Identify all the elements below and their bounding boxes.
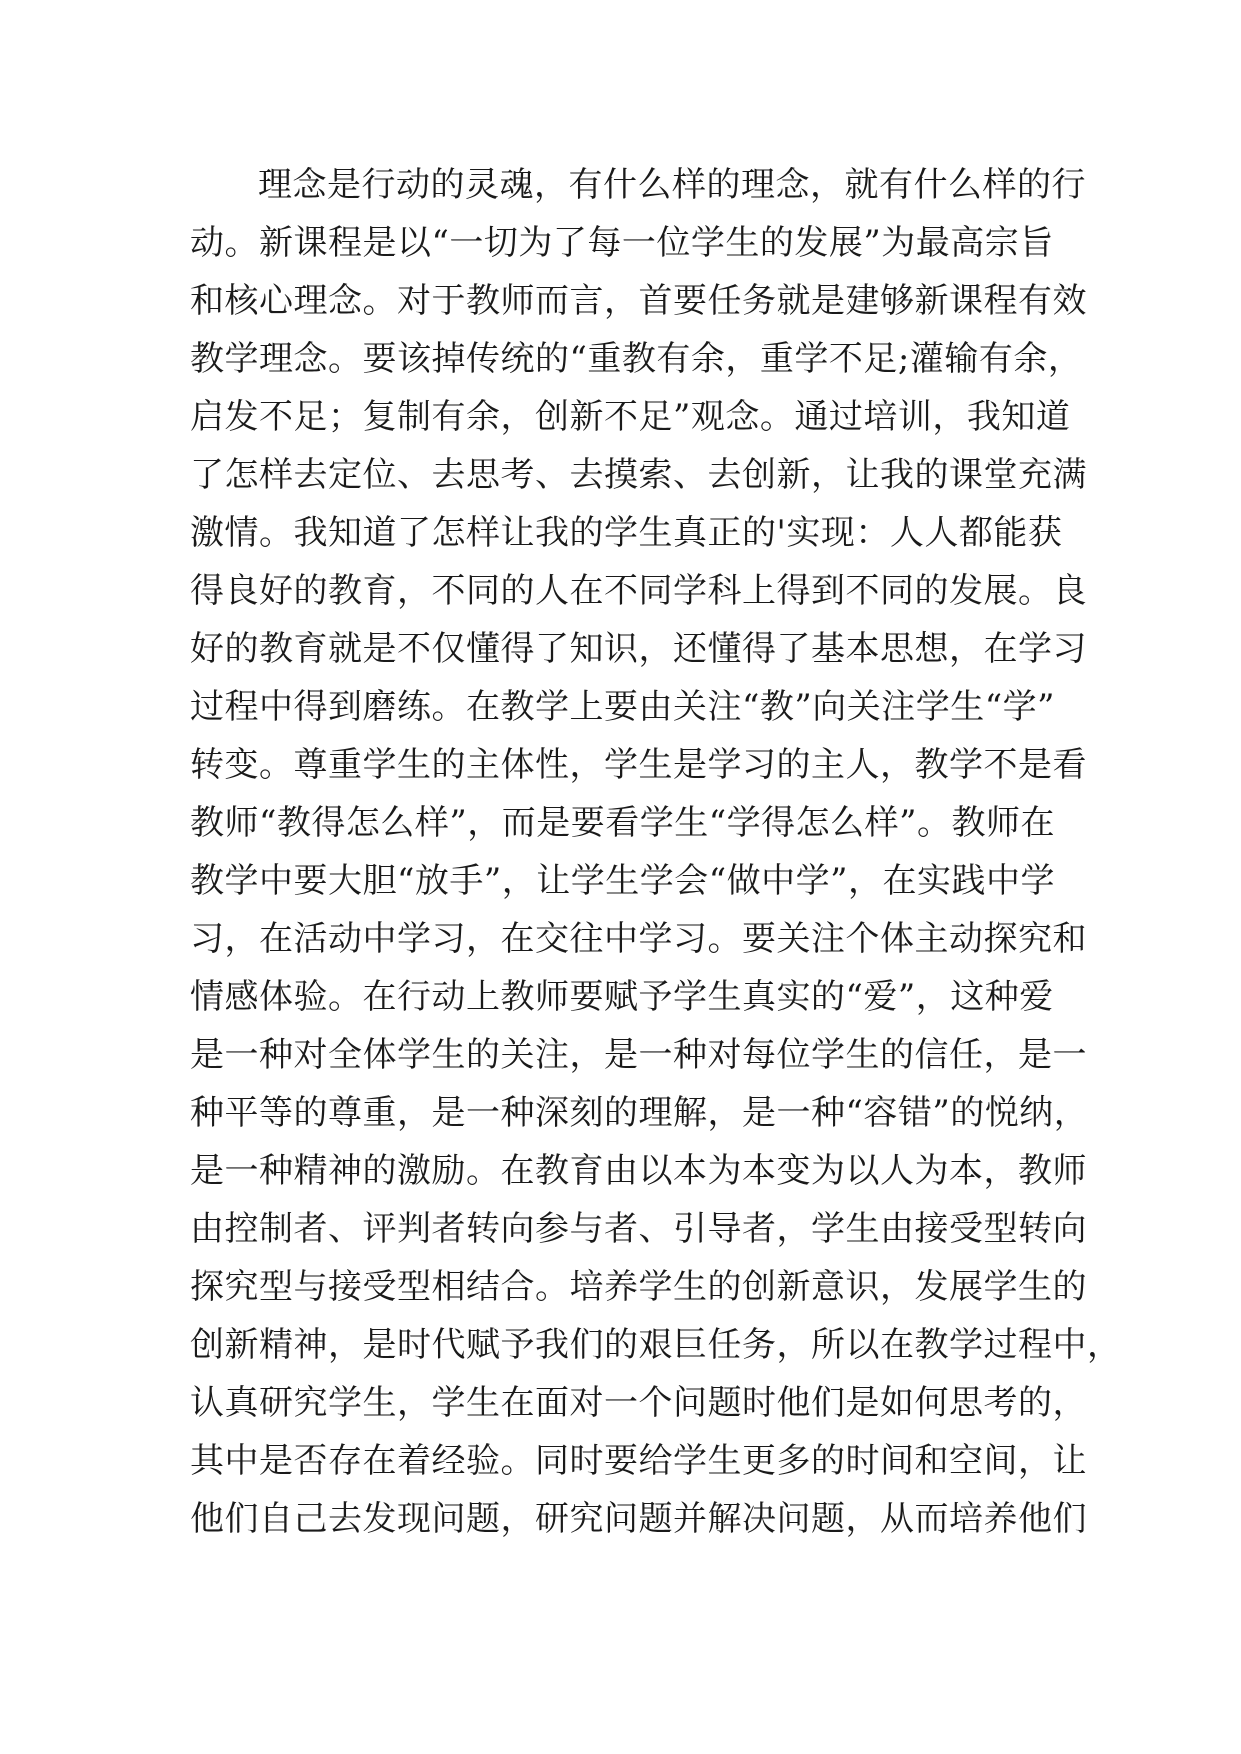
text-line: 由控制者、评判者转向参与者、引导者，学生由接受型转向 (190, 1209, 1087, 1249)
text-line: 创新精神，是时代赋予我们的艰巨任务，所以在教学过程中， (190, 1325, 1122, 1365)
text-line: 好的教育就是不仅懂得了知识，还懂得了基本思想，在学习 (190, 629, 1087, 669)
text-line: 是一种对全体学生的关注，是一种对每位学生的信任，是一 (190, 1035, 1087, 1075)
text-line: 认真研究学生，学生在面对一个问题时他们是如何思考的， (190, 1383, 1087, 1423)
text-line: 启发不足；复制有余，创新不足”观念。通过培训，我知道 (190, 397, 1071, 437)
text-line: 是一种精神的激励。在教育由以本为本变为以人为本，教师 (190, 1151, 1087, 1191)
text-line: 和核心理念。对于教师而言，首要任务就是建够新课程有效 (190, 281, 1087, 321)
text-line: 得良好的教育，不同的人在不同学科上得到不同的发展。良 (190, 571, 1087, 611)
text-line: 种平等的尊重，是一种深刻的理解，是一种“容错”的悦纳， (190, 1093, 1089, 1133)
text-line: 理念是行动的灵魂，有什么样的理念，就有什么样的行 (258, 165, 1086, 205)
text-line: 激情。我知道了怎样让我的学生真正的'实现：人人都能获 (190, 513, 1063, 553)
body-paragraph (190, 156, 1122, 1548)
text-line: 动。新课程是以“一切为了每一位学生的发展”为最高宗旨 (190, 223, 1054, 263)
text-line: 他们自己去发现问题，研究问题并解决问题，从而培养他们 (190, 1499, 1087, 1539)
text-line: 教学理念。要该掉传统的“重教有余，重学不足;灌输有余， (190, 339, 1083, 379)
text-line: 其中是否存在着经验。同时要给学生更多的时间和空间，让 (190, 1441, 1087, 1481)
text-line: 教学中要大胆“放手”，让学生学会“做中学”，在实践中学 (190, 861, 1056, 901)
text-line: 习，在活动中学习，在交往中学习。要关注个体主动探究和 (190, 919, 1087, 959)
text-line: 情感体验。在行动上教师要赋予学生真实的“爱”，这种爱 (190, 977, 1054, 1017)
text-line: 转变。尊重学生的主体性，学生是学习的主人，教学不是看 (190, 745, 1087, 785)
text-line: 教师“教得怎么样”，而是要看学生“学得怎么样”。教师在 (190, 803, 1056, 843)
text-line: 了怎样去定位、去思考、去摸索、去创新，让我的课堂充满 (190, 455, 1087, 495)
text-line: 过程中得到磨练。在教学上要由关注“教”向关注学生“学” (190, 687, 1056, 727)
text-line: 探究型与接受型相结合。培养学生的创新意识，发展学生的 (190, 1267, 1087, 1307)
